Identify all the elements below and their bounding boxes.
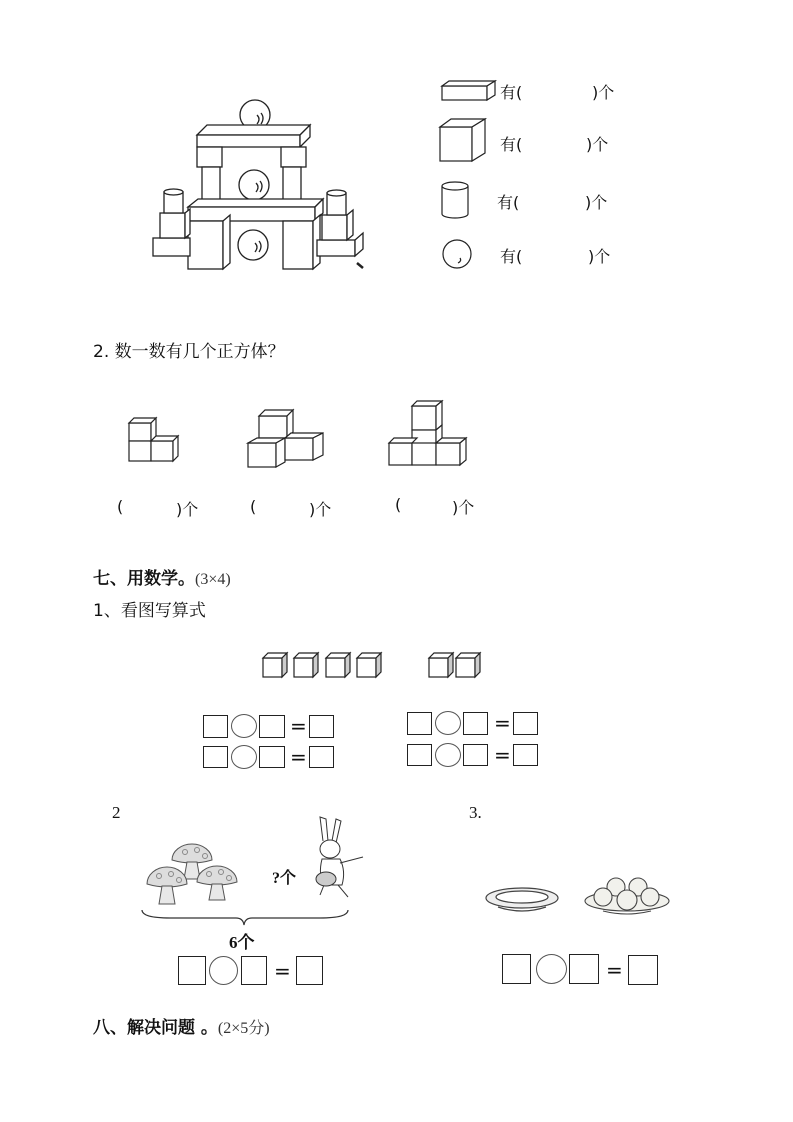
- cube-icon: [439, 117, 489, 163]
- answer-open-3: (: [395, 495, 402, 514]
- cube-stack-2: [247, 408, 329, 470]
- answer-box[interactable]: [241, 956, 267, 985]
- shape-count-suffix-4: )个: [588, 247, 611, 266]
- answer-open-1: (: [117, 497, 124, 516]
- answer-box[interactable]: [513, 744, 538, 766]
- answer-box[interactable]: [502, 954, 531, 984]
- shape-count-suffix-2: )个: [586, 135, 609, 154]
- answer-box[interactable]: [569, 954, 599, 984]
- operator-circle[interactable]: [435, 711, 461, 735]
- operator-circle[interactable]: [435, 743, 461, 767]
- section-heading-text: 八、解决问题 。: [93, 1018, 218, 1038]
- answer-box[interactable]: [259, 746, 285, 768]
- answer-box[interactable]: [203, 746, 228, 768]
- equals-sign: =: [494, 711, 511, 735]
- answer-box[interactable]: [203, 715, 228, 738]
- answer-box[interactable]: [513, 712, 538, 735]
- cylinder-icon: [440, 180, 470, 220]
- operator-circle[interactable]: [536, 954, 567, 984]
- section-score: (3×4): [195, 571, 231, 588]
- answer-box[interactable]: [407, 712, 432, 735]
- cube-group-2: [428, 652, 484, 678]
- shape-count-suffix-3: )个: [585, 193, 608, 212]
- answer-close-2: )个: [309, 500, 332, 519]
- answer-close-3: )个: [452, 498, 475, 517]
- section-heading-7: [93, 564, 231, 589]
- empty-plate-illustration: [484, 885, 560, 915]
- operator-circle[interactable]: [231, 714, 257, 738]
- cube-stack-3: [389, 399, 471, 469]
- apple-plate-illustration: [583, 875, 671, 917]
- unknown-count-label: ?个: [272, 870, 297, 887]
- question-title: 2. 数一数有几个正方体？: [93, 342, 285, 362]
- section-score: (2×5分): [217, 1020, 270, 1037]
- cuboid-icon: [441, 80, 497, 102]
- equals-sign: =: [290, 745, 307, 769]
- cube-stack-1: [128, 415, 183, 463]
- operator-circle[interactable]: [231, 745, 257, 769]
- answer-box[interactable]: [178, 956, 206, 985]
- equals-sign: =: [274, 959, 291, 983]
- building-blocks-figure: [145, 95, 370, 270]
- total-brace: [140, 908, 350, 926]
- section-heading-8: [93, 1013, 270, 1038]
- answer-box[interactable]: [628, 955, 658, 985]
- rabbit-illustration: [308, 815, 366, 901]
- answer-close-1: )个: [176, 500, 199, 519]
- question-number: 3.: [469, 803, 482, 822]
- answer-box[interactable]: [259, 715, 285, 738]
- equals-sign: =: [290, 714, 307, 738]
- question-number: 2: [112, 803, 121, 822]
- shape-count-suffix-1: )个: [592, 83, 615, 102]
- total-count-label: 6个: [229, 933, 255, 952]
- answer-box[interactable]: [309, 746, 334, 768]
- equals-sign: =: [606, 958, 623, 982]
- question-title: 1、看图写算式: [93, 601, 206, 621]
- sphere-icon: [441, 238, 473, 270]
- answer-open-2: (: [250, 497, 257, 516]
- shape-count-prefix-1: 有(: [500, 83, 523, 102]
- answer-box[interactable]: [296, 956, 323, 985]
- cube-group-4: [262, 652, 384, 678]
- answer-box[interactable]: [463, 744, 488, 766]
- answer-box[interactable]: [463, 712, 488, 735]
- shape-count-prefix-4: 有(: [500, 247, 523, 266]
- answer-box[interactable]: [309, 715, 334, 738]
- answer-box[interactable]: [407, 744, 432, 766]
- section-heading-text: 七、用数学。: [93, 569, 195, 589]
- mushrooms-illustration: [145, 832, 240, 900]
- equals-sign: =: [494, 743, 511, 767]
- shape-count-prefix-2: 有(: [500, 135, 523, 154]
- operator-circle[interactable]: [209, 956, 238, 985]
- shape-count-prefix-3: 有(: [497, 193, 520, 212]
